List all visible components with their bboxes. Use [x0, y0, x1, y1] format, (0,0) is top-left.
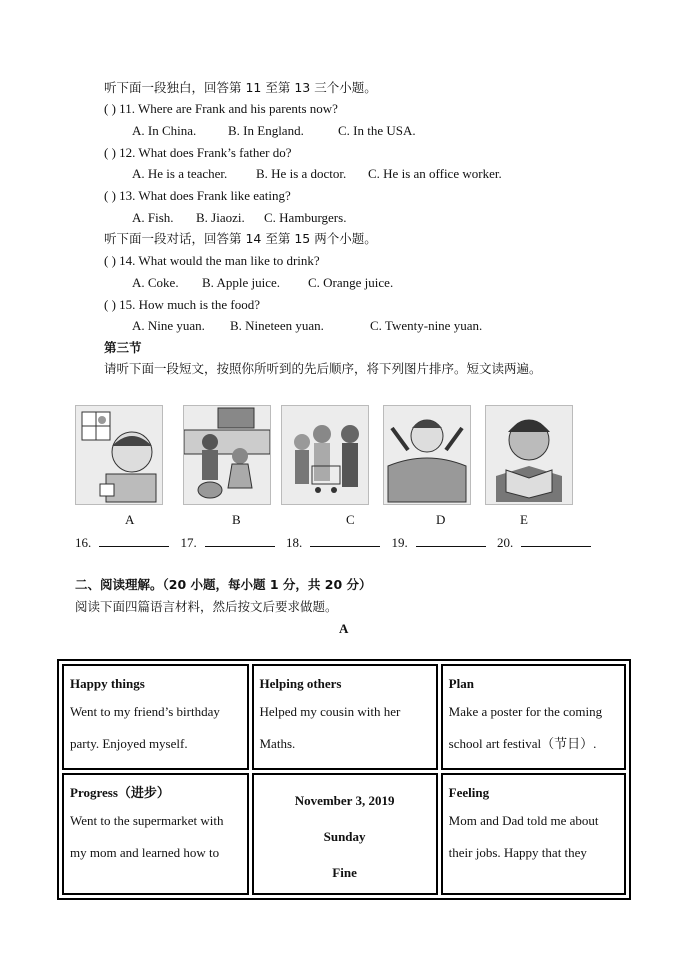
option-c: C. In the USA. — [338, 123, 416, 138]
weather-text: Fine — [332, 865, 357, 880]
picture-label-d: D — [436, 512, 446, 527]
question-13 — [104, 188, 291, 204]
question-text: 14. What would the man like to drink? — [119, 253, 320, 268]
option-a: A. Nine yuan. — [132, 318, 205, 333]
answer-blank-18[interactable] — [310, 534, 380, 547]
answer-bracket[interactable]: ( ) — [104, 253, 116, 268]
picture-b — [183, 405, 271, 505]
option-b: B. Jiaozi. — [196, 210, 245, 225]
options-14 — [132, 275, 393, 291]
option-c: C. Hamburgers. — [264, 210, 347, 225]
answer-bracket[interactable]: ( ) — [104, 297, 116, 312]
option-c: C. Twenty-nine yuan. — [370, 318, 483, 333]
cell-line: Helped my cousin with her — [259, 704, 401, 719]
options-11 — [132, 123, 416, 139]
answer-bracket[interactable]: ( ) — [104, 188, 116, 203]
cell-title: Feeling — [448, 785, 490, 800]
answer-bracket[interactable]: ( ) — [104, 145, 116, 160]
boy-reading-book-illustration — [486, 406, 572, 504]
section3-instruction: 请听下面一段短文，按照你所听到的先后顺序，将下列图片排序。短文读两遍。 — [104, 361, 542, 376]
section3-title: 第三节 — [104, 340, 142, 355]
answer-blanks — [75, 534, 599, 551]
options-13 — [132, 210, 346, 226]
question-text: 12. What does Frank’s father do? — [119, 145, 292, 160]
answer-bracket[interactable]: ( ) — [104, 101, 116, 116]
picture-label-b: B — [232, 512, 241, 527]
picture-label-e: E — [520, 512, 528, 527]
boy-waking-up-illustration — [384, 406, 470, 504]
picture-d — [383, 405, 471, 505]
cell-line: Went to my friend’s birthday — [70, 704, 220, 719]
options-12 — [132, 166, 502, 182]
options-15 — [132, 318, 482, 334]
answer-blank-17[interactable] — [205, 534, 275, 547]
option-a: A. Fish. — [132, 210, 174, 225]
question-text: 13. What does Frank like eating? — [119, 188, 291, 203]
cell-line: their jobs. Happy that they — [448, 845, 587, 860]
cell-title: Plan — [448, 676, 474, 691]
question-text: 15. How much is the food? — [119, 297, 260, 312]
picture-a — [75, 405, 163, 505]
cell-happy-things — [62, 664, 249, 770]
option-c: C. He is an office worker. — [368, 166, 502, 181]
picture-row — [75, 405, 595, 505]
question-11 — [104, 101, 338, 117]
option-b: B. In England. — [228, 123, 304, 138]
blank-label: 20. — [497, 535, 514, 550]
answer-blank-19[interactable] — [416, 534, 486, 547]
option-a: A. Coke. — [132, 275, 179, 290]
cell-line: party. Enjoyed myself. — [70, 736, 188, 751]
cell-title: Progress（进步） — [70, 785, 170, 800]
cell-date — [252, 773, 438, 895]
option-b: B. Apple juice. — [202, 275, 280, 290]
question-15 — [104, 297, 260, 313]
boy-brushing-teeth-illustration — [76, 406, 162, 504]
picture-label-a: A — [125, 512, 135, 527]
picture-c — [281, 405, 369, 505]
cell-line: Went to the supermarket with — [70, 813, 224, 828]
answer-blank-16[interactable] — [99, 534, 169, 547]
reading-instruction: 阅读下面四篇语言材料，然后按文后要求做题。 — [75, 599, 338, 614]
cell-line: Make a poster for the coming — [448, 704, 603, 719]
blank-label: 17. — [180, 535, 197, 550]
cell-line: Maths. — [259, 736, 296, 751]
option-a: A. In China. — [132, 123, 197, 138]
children-washing-dishes-illustration — [184, 406, 270, 504]
reading-heading: 二、阅读理解。（20 小题，每小题 1 分，共 20 分） — [75, 577, 372, 592]
cell-title: Helping others — [259, 676, 342, 691]
option-b: B. He is a doctor. — [256, 166, 347, 181]
cell-progress — [62, 773, 249, 895]
option-a: A. He is a teacher. — [132, 166, 228, 181]
cell-title: Happy things — [70, 676, 145, 691]
cell-feeling — [441, 773, 626, 895]
question-text: 11. Where are Frank and his parents now? — [119, 101, 338, 116]
cell-line: Mom and Dad told me about — [448, 813, 599, 828]
cell-plan — [441, 664, 626, 770]
blank-label: 19. — [391, 535, 408, 550]
option-c: C. Orange juice. — [308, 275, 394, 290]
passage-letter: A — [339, 621, 349, 636]
family-shopping-illustration — [282, 406, 368, 504]
cell-line: my mom and learned how to — [70, 845, 220, 860]
picture-e — [485, 405, 573, 505]
answer-blank-20[interactable] — [521, 534, 591, 547]
date-text: November 3, 2019 — [294, 793, 395, 808]
question-12 — [104, 145, 292, 161]
blank-label: 16. — [75, 535, 92, 550]
question-14 — [104, 253, 320, 269]
blank-label: 18. — [286, 535, 303, 550]
diary-table — [57, 659, 631, 900]
cell-helping-others — [252, 664, 438, 770]
dialogue-intro: 听下面一段对话，回答第 14 至第 15 两个小题。 — [104, 231, 377, 246]
picture-label-c: C — [346, 512, 355, 527]
option-b: B. Nineteen yuan. — [230, 318, 324, 333]
weekday-text: Sunday — [323, 829, 366, 844]
cell-line: school art festival（节日）. — [448, 736, 597, 751]
monologue-intro: 听下面一段独白，回答第 11 至第 13 三个小题。 — [104, 80, 377, 95]
